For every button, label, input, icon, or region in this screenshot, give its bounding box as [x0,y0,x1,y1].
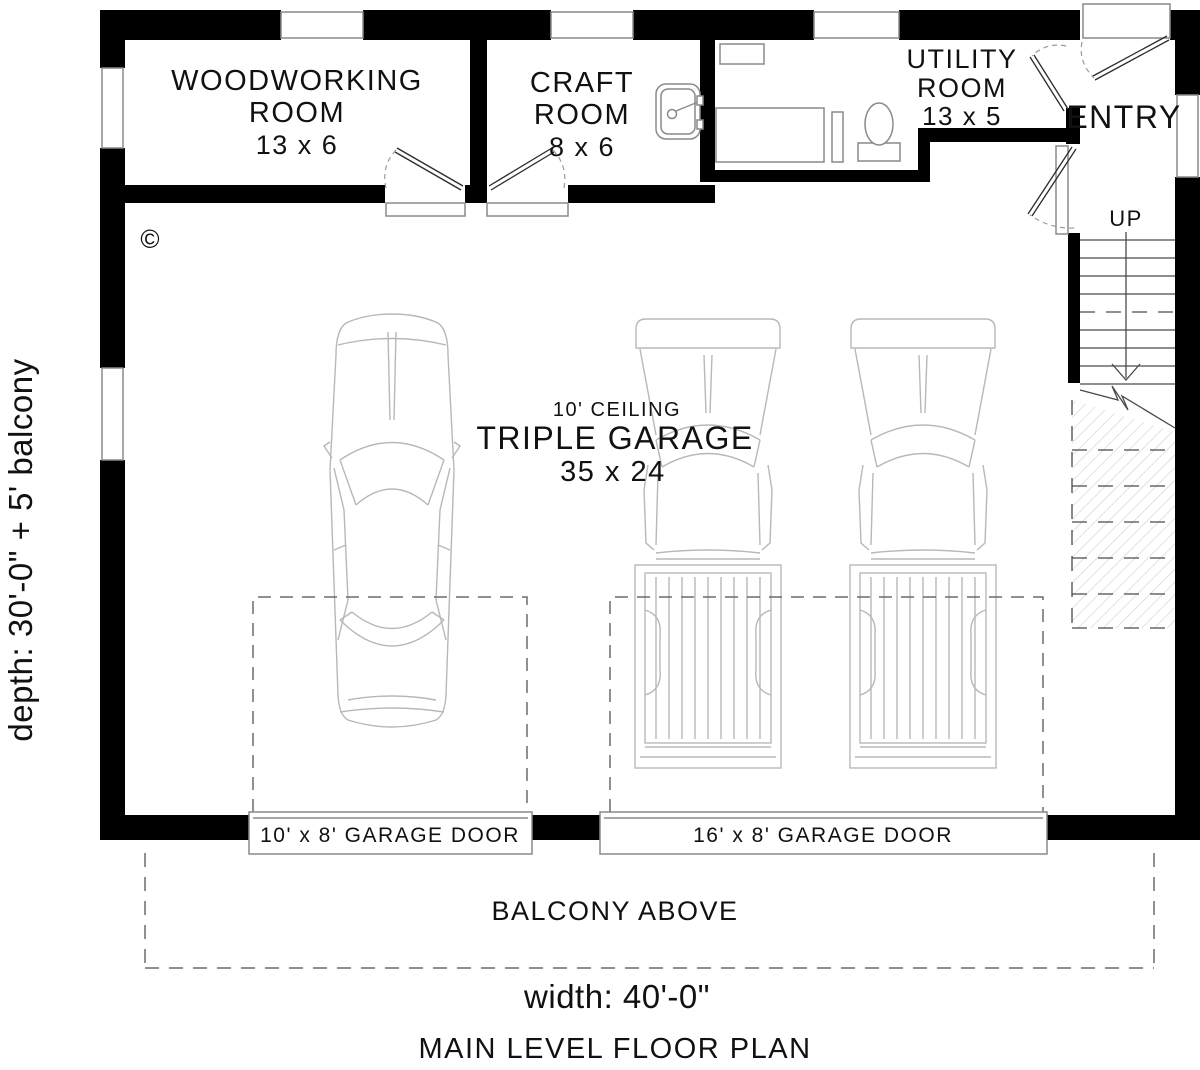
stairs [1080,232,1175,428]
stairs-up-label: UP [1109,206,1143,231]
stair-hatch-region [1072,400,1175,628]
window-left-woodworking [102,68,123,148]
woodworking-room-label2: ROOM [248,97,346,129]
pickup-truck-left [635,319,781,768]
utility-fixtures [716,44,900,162]
sink-basin-inner [661,89,695,134]
utility-room-label: UTILITY [906,44,1018,74]
craft-room-dims: 8 x 6 [548,132,616,162]
copyright-mark: © [140,224,160,254]
window-left-garage [102,368,123,460]
garage-bay-outline-right [610,597,1043,812]
garage-bay-outline-left [253,597,527,812]
balcony-above-label: BALCONY ABOVE [491,896,739,926]
garage-ceiling-label: 10' CEILING [552,399,682,421]
width-dimension-label: width: 40'-0" [524,978,710,1015]
garage-door-right-label: 16' x 8' GARAGE DOOR [693,824,953,847]
craft-sink [656,84,703,139]
utility-counter [716,108,824,162]
depth-dimension-label: depth: 30'-0" + 5' balcony [2,358,39,742]
utility-room-label2: ROOM [917,73,1007,103]
garage-door-right [600,812,1047,854]
woodworking-room-dims: 13 x 6 [255,130,339,160]
entry-garage-door [1028,146,1076,234]
toilet-bowl [865,103,893,145]
utility-room-dims: 13 x 5 [922,101,1002,131]
window-top-woodworking [281,12,363,38]
garage-dims: 35 x 24 [560,456,666,488]
plan-title: MAIN LEVEL FLOOR PLAN [418,1033,812,1065]
craft-room-label: CRAFT [529,67,635,99]
garage-door-left [249,812,532,854]
utility-door [1030,45,1068,111]
sink-drain [668,110,677,119]
pickup-truck-right [850,319,996,768]
utility-divider [832,112,843,162]
garage-label: TRIPLE GARAGE [476,420,754,456]
entry-label: ENTRY [1066,99,1182,135]
window-top-utility [814,12,899,38]
woodworking-door [385,148,465,216]
entry-exterior-door [1081,4,1170,80]
utility-shelf [720,44,764,64]
craft-room-label2: ROOM [533,99,631,131]
sink-tap-hot [697,96,703,105]
woodworking-room-label: WOODWORKING [171,65,423,97]
sink-tap-cold [697,120,703,129]
sedan-car [324,314,460,727]
garage-door-left-label: 10' x 8' GARAGE DOOR [260,824,520,847]
window-top-craft [551,12,633,38]
